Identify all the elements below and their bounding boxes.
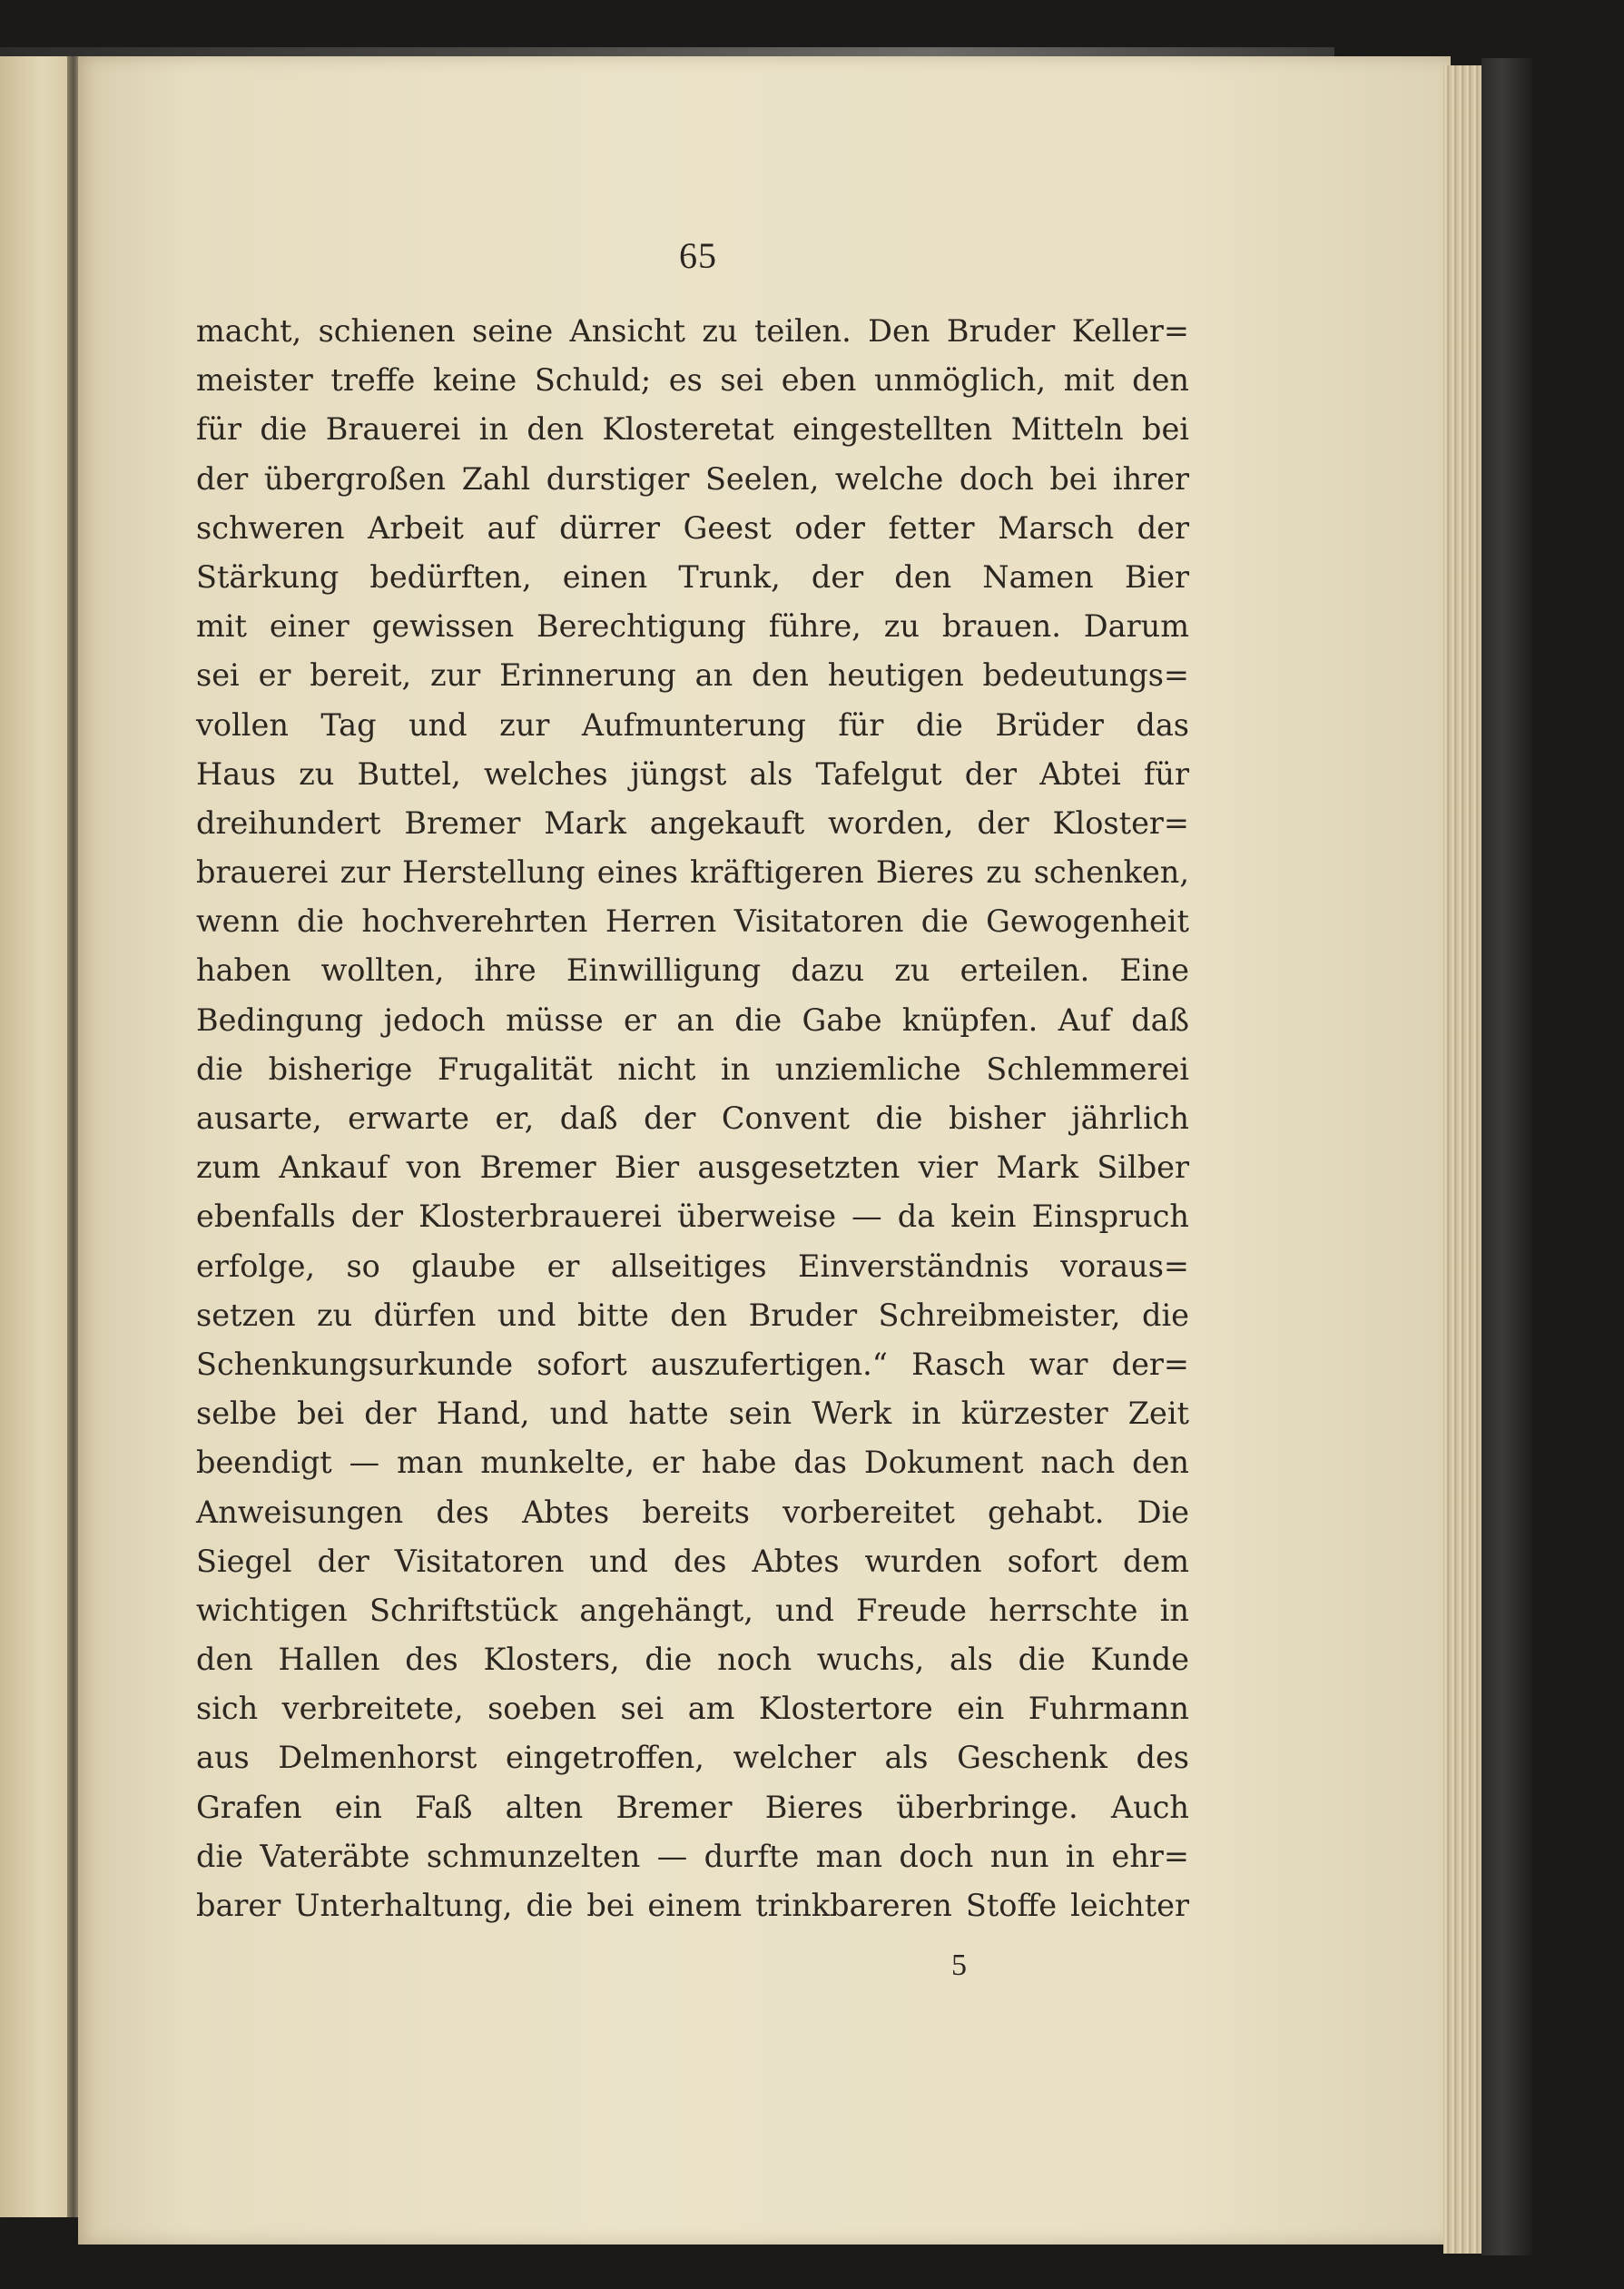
text-line: beendigt — man munkelte, er habe das Dokument nach den — [196, 1445, 1189, 1481]
text-line: dreihundert Bremer Mark angekauft worden, der Kloster= — [196, 804, 1189, 841]
text-line: für die Brauerei in den Klosteretat eingestellten Mitteln bei — [196, 411, 1189, 448]
text-line: Bedingung jedoch müsse er an die Gabe knüpfen. Auf daß — [196, 1001, 1189, 1038]
text-line: ebenfalls der Klosterbrauerei überweise — da kein Einspruch — [196, 1199, 1189, 1235]
text-line: sei er bereit, zur Erinnerung an den heutigen bedeutungs= — [196, 657, 1189, 694]
text-line: Haus zu Buttel, welches jüngst als Tafelgut der Abtei für — [196, 755, 1189, 792]
text-line: ausarte, erwarte er, daß der Convent die bisher jährlich — [196, 1100, 1189, 1136]
text-line: Schenkungsurkunde sofort auszufertigen.“ Rasch war der= — [196, 1346, 1189, 1382]
text-line: vollen Tag und zur Aufmunterung für die Brüder das — [196, 706, 1189, 743]
text-line: meister treffe keine Schuld; es sei eben unmöglich, mit den — [196, 362, 1189, 399]
page-leaves-edge — [1443, 65, 1483, 2254]
text-line: wichtigen Schriftstück angehängt, und Freude herrschte in — [196, 1592, 1189, 1628]
text-line: sich verbreitete, soeben sei am Klostertore ein Fuhrmann — [196, 1691, 1189, 1727]
text-line: wenn die hochverehrten Herren Visitatoren die Gewogenheit — [196, 903, 1189, 940]
text-line: die bisherige Frugalität nicht in unziemliche Schlemmerei — [196, 1051, 1189, 1087]
text-line: Grafen ein Faß alten Bremer Bieres überbringe. Auch — [196, 1789, 1189, 1825]
text-line: Anweisungen des Abtes bereits vorbereitet gehabt. Die — [196, 1494, 1189, 1530]
book-cover-edge — [1481, 58, 1532, 2255]
text-line: barer Unterhaltung, die bei einem trinkbareren Stoffe leichter — [196, 1888, 1189, 1923]
signature-mark: 5 — [951, 1949, 967, 1982]
body-text — [196, 307, 1189, 1930]
facing-page-edge — [0, 56, 71, 2217]
text-line: brauerei zur Herstellung eines kräftigeren Bieres zu schenken, — [196, 854, 1189, 891]
text-line: den Hallen des Klosters, die noch wuchs, als die Kunde — [196, 1642, 1189, 1678]
text-line: die Vateräbte schmunzelten — durfte man doch nun in ehr= — [196, 1838, 1189, 1874]
text-line: Stärkung bedürften, einen Trunk, der den Namen Bier — [196, 558, 1189, 595]
text-line: setzen zu dürfen und bitte den Bruder Schreibmeister, die — [196, 1297, 1189, 1333]
text-line: haben wollten, ihre Einwilligung dazu zu erteilen. Eine — [196, 952, 1189, 989]
text-line: schweren Arbeit auf dürrer Geest oder fetter Marsch der — [196, 509, 1189, 546]
text-line: macht, schienen seine Ansicht zu teilen. Den Bruder Keller= — [196, 313, 1189, 349]
text-line: Siegel der Visitatoren und des Abtes wurden sofort dem — [196, 1543, 1189, 1579]
text-line: erfolge, so glaube er allseitiges Einverständnis voraus= — [196, 1248, 1189, 1284]
page-number: 65 — [679, 235, 717, 276]
text-line: mit einer gewissen Berechtigung führe, zu brauen. Darum — [196, 608, 1189, 645]
text-line: selbe bei der Hand, und hatte sein Werk in kürzester Zeit — [196, 1396, 1189, 1432]
text-line: zum Ankauf von Bremer Bier ausgesetzten vier Mark Silber — [196, 1149, 1189, 1186]
text-line: aus Delmenhorst eingetroffen, welcher als Geschenk des — [196, 1740, 1189, 1776]
text-line: der übergroßen Zahl durstiger Seelen, welche doch bei ihrer — [196, 460, 1189, 497]
